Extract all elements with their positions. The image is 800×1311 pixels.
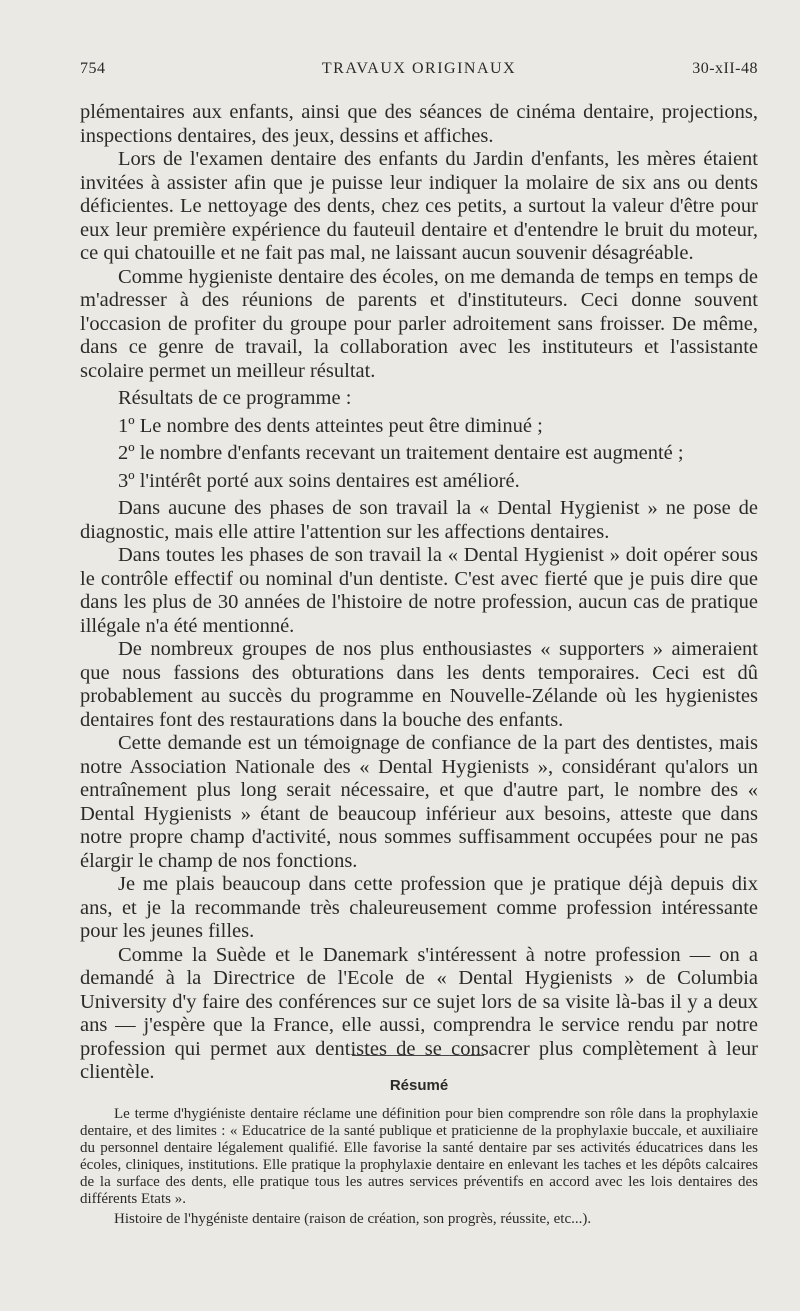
paragraph: Comme hygieniste dentaire des écoles, on me demanda de temps en temps de m'adresser à des réunions de parents et d'instituteurs. Ceci donne souvent l'occasion de profiter du groupe pour parler adroitement sans froisser. De même, dans ce genre de travail, la collaboration avec les instituteurs et l'assistante scolaire permet un meilleur résultat. [80, 265, 758, 382]
page-number: 754 [80, 60, 106, 77]
summary-section [80, 1077, 758, 1228]
article-body [80, 101, 758, 1085]
paragraph: plémentaires aux enfants, ainsi que des séances de cinéma dentaire, projections, inspections dentaires, des jeux, dessins et affiches. [80, 101, 758, 147]
issue-date: 30-xII-48 [692, 60, 758, 77]
results-heading: Résultats de ce programme : [118, 387, 352, 409]
paragraph: Je me plais beaucoup dans cette profession que je pratique déjà depuis dix ans, et je la recommande très chaleureusement comme profession intéressante pour les jeunes filles. [80, 873, 758, 942]
section-divider [352, 1055, 484, 1056]
summary-heading: Résumé [389, 1077, 449, 1094]
paragraph: Cette demande est un témoignage de confiance de la part des dentistes, mais notre Association Nationale des « Dental Hygienists », considérant qu'alors un entraînement plus long serait nécessaire, et que d'autre part, le nombre des « Dental Hygienists » étant de beaucoup inférieur aux besoins, atteste que dans notre propre champ d'activité, nous sommes suffisamment occupées pour ne pas élargir le champ de nos fonctions. [80, 732, 758, 872]
paragraph: Comme la Suède et le Danemark s'intéressent à notre profession — on a demandé à la Directrice de l'Ecole de « Dental Hygienists » de Columbia University d'y faire des conférences sur ce sujet lors de sa visite là-bas il y a deux ans — j'espère que la France, elle aussi, comprendra le service rendu par notre profession qui permet aux dentistes de se consacrer plus complètement à leur clientèle. [80, 943, 758, 1083]
running-title: TRAVAUX ORIGINAUX [321, 60, 517, 77]
paragraph: Dans toutes les phases de son travail la « Dental Hygienist » doit opérer sous le contrôle effectif ou nominal d'un dentiste. C'est avec fierté que je puis dire que dans les plus de 30 années de l'histoire de notre profession, aucun cas de pratique illégale n'a été mentionné. [80, 544, 758, 637]
paragraph: Lors de l'examen dentaire des enfants du Jardin d'enfants, les mères étaient invitées à assister afin que je puisse leur indiquer la molaire de six ans ou dents déficientes. Le nettoyage des dents, chez ces petits, a surtout la valeur d'être pour eux leur première expérience du fauteuil dentaire et d'entendre le bruit du moteur, ce qui chatouille et ne fait pas mal, ne laissant aucun souvenir désagréable. [80, 148, 758, 264]
summary-paragraph: Histoire de l'hygéniste dentaire (raison de création, son progrès, réussite, etc...). [114, 1211, 592, 1227]
paragraph: Dans aucune des phases de son travail la « Dental Hygienist » ne pose de diagnostic, mais elle attire l'attention sur les affections dentaires. [80, 497, 758, 543]
result-item: 2º le nombre d'enfants recevant un traitement dentaire est augmenté ; [118, 442, 684, 464]
running-header [80, 60, 758, 86]
paragraph: De nombreux groupes de nos plus enthousiastes « supporters » aimeraient que nous fassions des obturations dans les dents temporaires. Ceci est dû probablement au succès du programme en Nouvelle-Zélande où les hygienistes dentaires font des restaurations dans la bouche des enfants. [80, 638, 758, 731]
summary-paragraph: Le terme d'hygiéniste dentaire réclame une définition pour bien comprendre son rôle dans la prophylaxie dentaire, et des limites : « Educatrice de la santé publique et praticienne de la prophylaxie buccale, et auxiliaire du personnel dentaire légalement qualifié. Elle favorise la santé dentaire par ses activités éducatrices dans les écoles, cliniques, institutions. Elle pratique la prophylaxie dentaire en enlevant les taches et les dépôts calcaires de la surface des dents, elle pratique tous les autres services préventifs en accord avec les lois dentaires des différents Etats ». [80, 1106, 758, 1207]
result-item: 1º Le nombre des dents atteintes peut être diminué ; [118, 414, 543, 437]
result-item: 3º l'intérêt porté aux soins dentaires est amélioré. [118, 469, 520, 492]
